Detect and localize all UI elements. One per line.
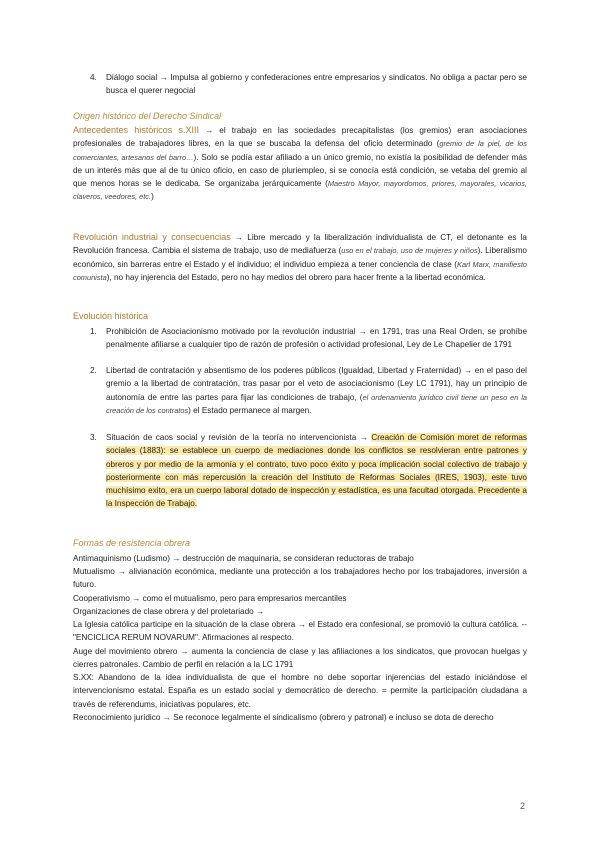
section-heading-evolucion: Evolución histórica — [73, 311, 149, 321]
line-sxx: S.XX: Abandono de la idea individualista de que el hombre no debe soportar injerencias del estado iniciándose el intervencionismo estatal. España es un estado social y democrático de derecho. = permite la participación ciudadana a través de referendums, iniciativas populares, etc. — [73, 673, 527, 709]
page-number: 2 — [520, 801, 526, 811]
list-item-dialogo-social: Diálogo social → Impulsa al gobierno y confederaciones entre empresarios y sindicatos. No obliga a pactar pero se busca el querer negocial — [106, 73, 527, 96]
list-number: 1. — [90, 327, 97, 336]
line-auge-movimiento: Auge del movimiento obrero → aumenta la conciencia de clase y las afiliaciones a los sindicatos, que provocan huelgas y cierres patronales. Cambio de perfil en relación a la LC 1791 — [73, 647, 527, 670]
paragraph-revolucion: Revolución industrial y consecuencias → Libre mercado y la liberalización individualista de CT, el detonante es la Revolución francesa. Cambia el sistema de trabajo, uso de mediafuerza (uso en el trabajo, uso de mujeres y niños). Liberalismo económico, sin barreras entre el Estado y el individuo; el individuo empieza a tener conciencia de clase (Karl Marx, manifiesto comunista), no hay injerencia del Estado, pero no hay medios del obrero para hacer frente a la libertad económica. — [73, 232, 527, 282]
line-organizaciones: Organizaciones de clase obrera y del proletariado → — [73, 607, 265, 616]
list-item-caos-social: Situación de caos social y revisión de la teoría no intervencionista → Creación de Comisión moret de reformas sociales (1883): se establece un cuerpo de mediaciones donde los conflictos se resolvieran entre patrones y obreros y por medio de la armonía y el contrato, tuvo poco éxito y poca implicación social colectivo de trabajo y posteriormente con más repercusión la creación del Instituto de Reformas Sociales (IRES, 1903), este tuvo muchísimo exito, era un cuerpo laboral dotado de inspección y estadística, es una facultad otorgada. Precedente a la Inspección de Trabajo. — [106, 433, 528, 509]
term-revolucion: Revolución industrial y consecuencias — [73, 232, 231, 242]
section-heading-formas: Formas de resistencia obrera — [73, 538, 191, 548]
list-number: 3. — [90, 433, 97, 442]
line-iglesia: La Iglesia católica participe en la situación de la clase obrera → el Estado era confesional, se promovió la cultura católica. --"ENCICLICA RERUM NOVARUM". Afirmaciones al respecto. — [73, 620, 527, 643]
section-heading-origen: Origen histórico del Derecho Sindical — [73, 111, 222, 121]
line-cooperativismo: Cooperativismo → como el mutualismo, pero para empresarios mercantiles — [73, 594, 347, 603]
paragraph-antecedentes: Antecedentes históricos s.XIII → el trabajo en las sociedades precapitalistas (los gremios) eran asociaciones profesionales de trabajadores libres, en la que se buscaba la defensa del oficio determinado (gremio de la piel, de los comerciantes, artesanos del barro…). Solo se podía estar afiliado a un único gremio, no existía la posibilidad de defender más de un interés más que al de tu único oficio, en caso de pluriempleo, si se conocía está condición, se vetaba del gremio al que menos horas se le dedicaba. Se organizaba jerárquicamente (Maestro Mayor, mayordomos, priores, mayorales, vicarios, claveros, veedores, etc.) — [73, 125, 527, 202]
term-antecedentes: Antecedentes históricos s.XIII — [73, 125, 200, 135]
highlighted-text: Creación de Comisión moret de reformas sociales (1883): se establece un cuerpo de mediaciones donde los conflictos se resolvieran entre patrones y obreros y por medio de la armonía y el contrato, tuvo poco éxito y poca implicación social colectivo de trabajo y posteriormente con más repercusión la creación del Instituto de Reformas Sociales (IRES, 1903), este tuvo muchísimo exito, era un cuerpo laboral dotado de inspección y estadística, es una facultad otorgada. Precedente a la Inspección de Trabajo. — [106, 433, 528, 509]
list-item-prohibicion: Prohibición de Asociacionismo motivado por la revolución industrial → en 1791, tras una Real Orden, se prohíbe penalmente afiliarse a cualquier tipo de razón de profesión o actividad profesional, Ley de Le Chapelier de 1791 — [106, 327, 527, 350]
list-number: 4. — [90, 73, 97, 82]
line-mutualismo: Mutualismo → alivianación económica, mediante una protección a los trabajadores hecho por los trabajadores, inversión a futuro. — [73, 567, 527, 590]
list-number: 2. — [90, 366, 97, 375]
list-item-libertad: Libertad de contratación y absentismo de los poderes públicos (Igualdad, Libertad y Fraternidad) → en el paso del gremio a la libertad de contratación, tras pasar por el veto de asociacionismo (Ley LC 1791), hay un principio de autonomía de entre las partes para fijar las condiciones de trabajo, (el ordenamiento jurídico civil tiene un peso en la creación de los contratos) el Estado permanece al margen. — [106, 366, 527, 415]
line-reconocimiento: Reconocimiento jurídico → Se reconoce legalmente el sindicalismo (obrero y patronal) e incluso se dota de derecho — [73, 713, 494, 722]
line-antimaquinismo: Antimaquinismo (Ludismo) → destrucción de maquinaria, se consideran reductoras de trabajo — [73, 554, 414, 563]
